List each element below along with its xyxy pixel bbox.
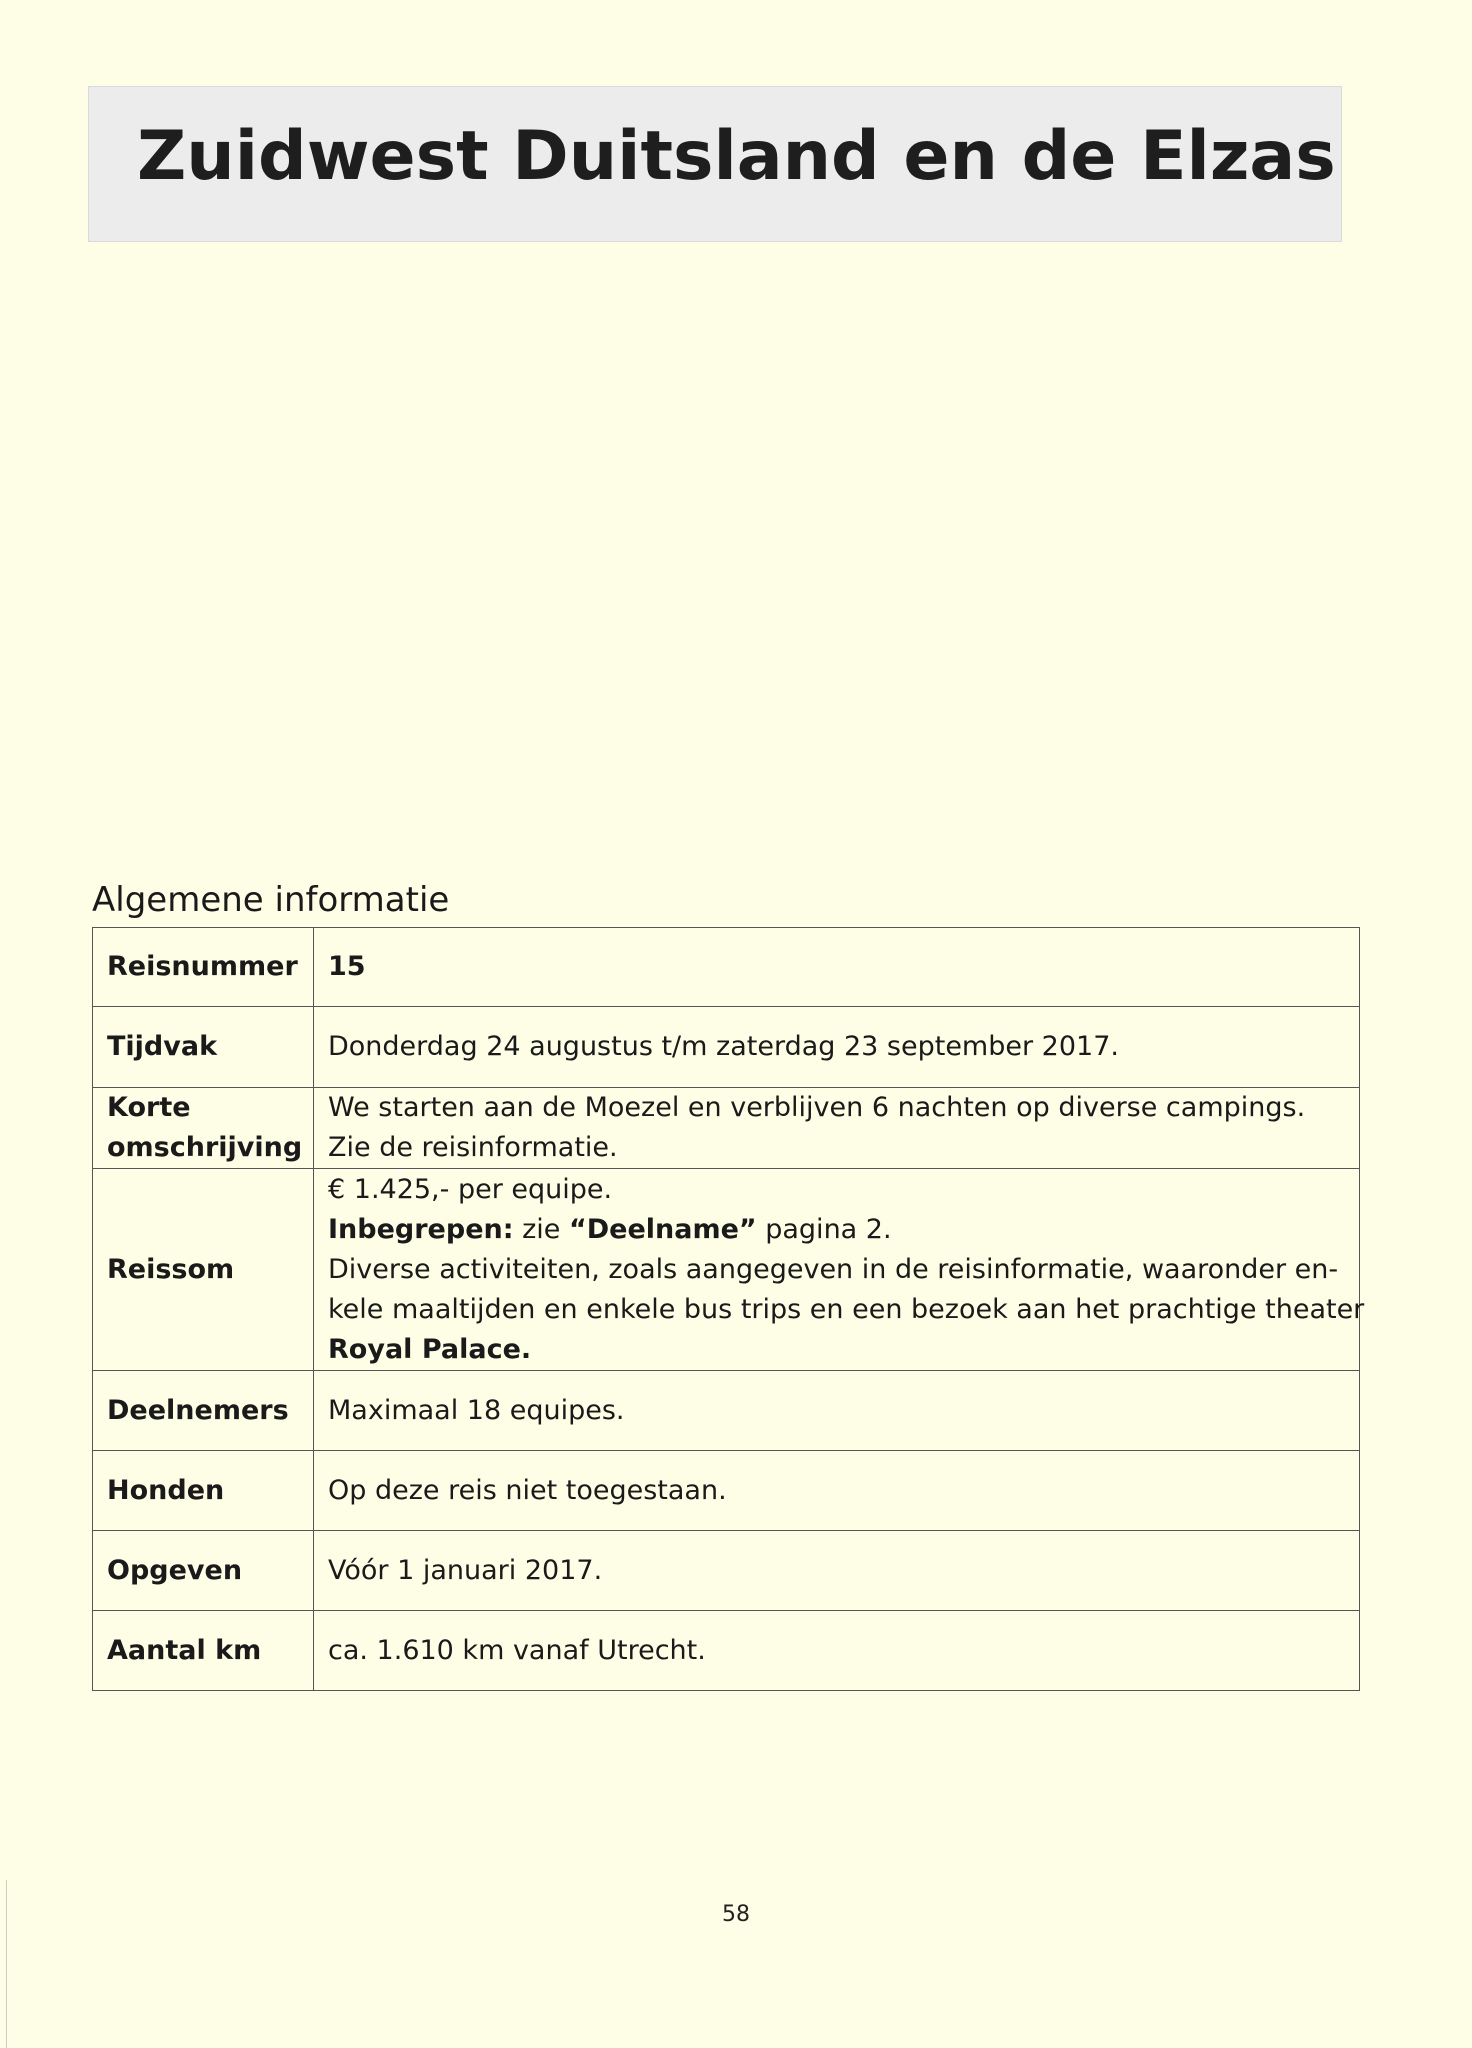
label-aantal-km: Aantal km [93,1611,314,1691]
inbegrepen-mid: zie [513,1213,569,1245]
row-reissom [93,1169,1360,1371]
korte-line2: Zie de reisinformatie. [328,1132,618,1163]
label-reissom: Reissom [93,1169,314,1371]
deelname-ref: “Deelname” [568,1213,757,1245]
reissom-line3: Diverse activiteiten, zoals aangegeven in de reisinformatie, waaronder en- [328,1253,1339,1285]
inbegrepen-rest: pagina 2. [756,1213,892,1245]
row-korte-omschrijving [93,1088,1360,1169]
value-aantal-km: ca. 1.610 km vanaf Utrecht. [314,1611,1360,1691]
label-tijdvak: Tijdvak [93,1007,314,1088]
row-reisnummer [93,928,1360,1007]
value-reisnummer [314,928,1360,1007]
title-banner [88,86,1342,242]
row-tijdvak [93,1007,1360,1088]
page-title: Zuidwest Duitsland en de Elzas [137,117,1336,196]
scan-margin-line [6,1880,7,2048]
row-honden [93,1451,1360,1531]
value-deelnemers: Maximaal 18 equipes. [314,1371,1360,1451]
label-korte-omschrijving [93,1088,314,1169]
reisnummer-value: 15 [328,951,366,982]
inbegrepen-label: Inbegrepen: [328,1213,514,1245]
royal-palace: Royal Palace. [328,1333,532,1365]
reissom-inbegrepen [328,1210,1359,1250]
reissom-line4: kele maaltijden en enkele bus trips en een bezoek aan het prachtige theater [328,1293,1365,1325]
value-honden: Op deze reis niet toegestaan. [314,1451,1360,1531]
value-reissom [314,1169,1365,1371]
value-opgeven: Vóór 1 januari 2017. [314,1531,1360,1611]
label-opgeven: Opgeven [93,1531,314,1611]
value-korte-omschrijving [314,1088,1360,1169]
section-title: Algemene informatie [92,880,450,920]
label-reisnummer: Reisnummer [93,928,314,1007]
label-korte-line1: Korte [107,1092,191,1123]
reissom-price: € 1.425,- per equipe. [328,1173,613,1205]
label-deelnemers: Deelnemers [93,1371,314,1451]
korte-line1: We starten aan de Moezel en verblijven 6 nachten op diverse campings. [328,1092,1306,1123]
row-opgeven [93,1531,1360,1611]
row-aantal-km [93,1611,1360,1691]
info-table [92,927,1365,1691]
page-number: 58 [722,1902,750,1927]
row-deelnemers [93,1371,1360,1451]
label-korte-line2: omschrijving [107,1132,303,1163]
reissom-line5 [328,1330,1359,1370]
value-tijdvak: Donderdag 24 augustus t/m zaterdag 23 september 2017. [314,1007,1360,1088]
label-honden: Honden [93,1451,314,1531]
